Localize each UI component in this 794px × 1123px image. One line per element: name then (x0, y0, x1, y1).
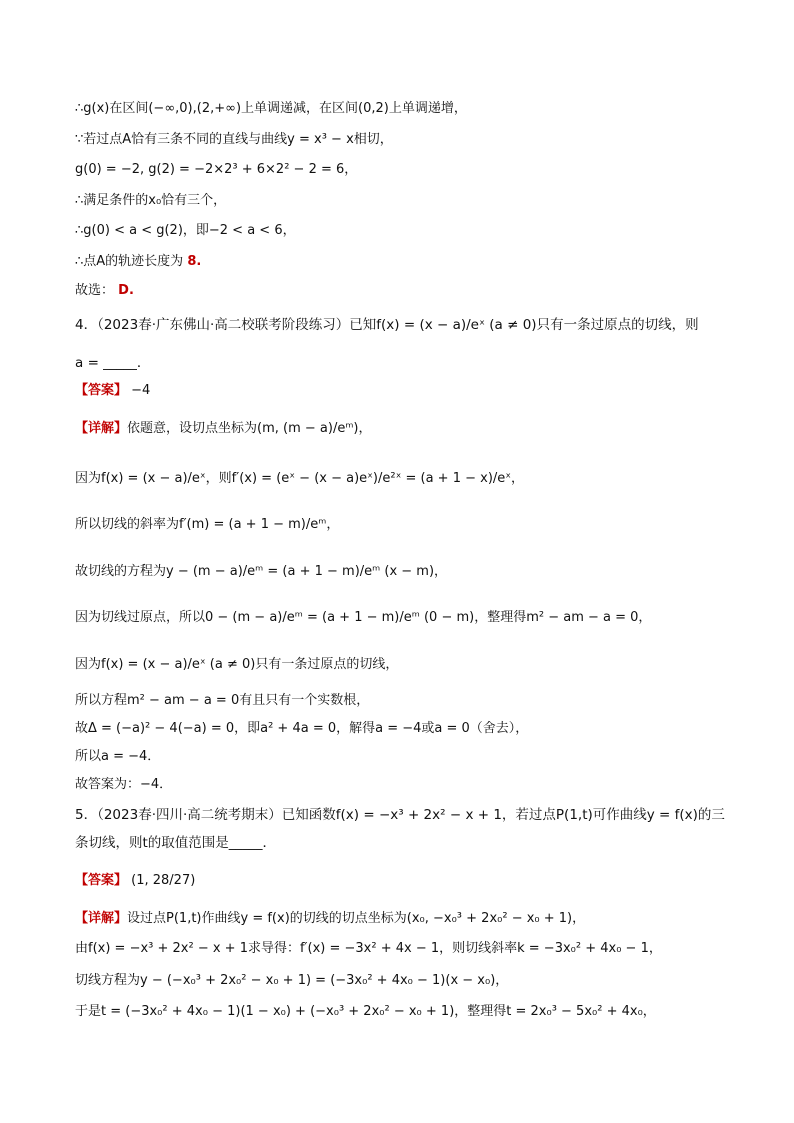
text-line: g(0) = −2, g(2) = −2×2³ + 6×2² − 2 = 6， (75, 162, 358, 177)
question-5-heading: 5．（2023春·四川·高二统考期末）已知函数f(x) = −x³ + 2x² − x + 1，若过点P(1,t)可作曲线y = f(x)的三 (75, 807, 725, 823)
answer-label: 【答案】 (75, 873, 128, 888)
detail-line (75, 910, 585, 928)
question-4-blank: a = _____． (75, 355, 151, 371)
text-line: 因为切线过原点，所以0 − (m − a)/eᵐ = (a + 1 − m)/eᵐ (0 − m)，整理得m² − am − a = 0， (75, 610, 652, 625)
text-segment: ∴点A的轨迹长度为 (75, 254, 184, 269)
answer-value: −4 (131, 383, 151, 398)
answer-value: D. (118, 283, 134, 298)
detail-label: 【详解】 (75, 421, 128, 436)
text-line: 切线方程为y − (−x₀³ + 2x₀² − x₀ + 1) = (−3x₀² + 4x₀ − 1)(x − x₀)， (75, 973, 509, 988)
text-line: 故切线的方程为y − (m − a)/eᵐ = (a + 1 − m)/eᵐ (x − m)， (75, 564, 448, 579)
text-line: 因为f(x) = (x − a)/eˣ，则f′(x) = (eˣ − (x − a)eˣ)/e²ˣ = (a + 1 − x)/eˣ， (75, 471, 525, 486)
detail-label: 【详解】 (75, 911, 128, 926)
text-line: 由f(x) = −x³ + 2x² − x + 1求导得：f′(x) = −3x² + 4x − 1，则切线斜率k = −3x₀² + 4x₀ − 1， (75, 941, 662, 956)
text-line: ∵若过点A恰有三条不同的直线与曲线y = x³ − x相切， (75, 132, 393, 147)
detail-text: 设过点P(1,t)作曲线y = f(x)的切线的切点坐标为(x₀, −x₀³ + 2x₀² − x₀ + 1)， (127, 911, 586, 926)
text-line: 故答案为：−4． (75, 777, 173, 792)
detail-line (75, 420, 372, 438)
answer-value: 8. (187, 254, 202, 269)
text-line: 因为f(x) = (x − a)/eˣ (a ≠ 0)只有一条过原点的切线， (75, 657, 399, 672)
text-line: ∴满足条件的x₀恰有三个， (75, 193, 227, 208)
text-line: 于是t = (−3x₀² + 4x₀ − 1)(1 − x₀) + (−x₀³ + 2x₀² − x₀ + 1)，整理得t = 2x₀³ − 5x₀² + 4x₀， (75, 1004, 656, 1019)
text-line: 所以切线的斜率为f′(m) = (a + 1 − m)/eᵐ， (75, 517, 340, 532)
text-line-with-answer (75, 282, 134, 300)
answer-value: (1, 28/27) (131, 873, 196, 888)
text-line-with-answer (75, 253, 201, 271)
answer-label: 【答案】 (75, 383, 128, 398)
text-line: 所以a = −4． (75, 749, 161, 764)
text-line: 所以方程m² − am − a = 0有且只有一个实数根， (75, 693, 370, 708)
question-4-heading: 4．（2023春·广东佛山·高二校联考阶段练习）已知f(x) = (x − a)/eˣ (a ≠ 0)只有一条过原点的切线，则 (75, 317, 699, 333)
text-segment: 故选： (75, 283, 115, 298)
answer-line (75, 872, 195, 890)
text-line: ∴g(0) < a < g(2)，即−2 < a < 6， (75, 223, 296, 238)
answer-line (75, 382, 150, 400)
question-5-blank: 条切线，则t的取值范围是_____． (75, 835, 277, 851)
text-line: 故Δ = (−a)² − 4(−a) = 0，即a² + 4a = 0，解得a = −4或a = 0（舍去）， (75, 721, 529, 736)
detail-text: 依题意，设切点坐标为(m, (m − a)/eᵐ)， (127, 421, 372, 436)
text-line: ∴g(x)在区间(−∞,0),(2,+∞)上单调递减，在区间(0,2)上单调递增， (75, 101, 467, 116)
